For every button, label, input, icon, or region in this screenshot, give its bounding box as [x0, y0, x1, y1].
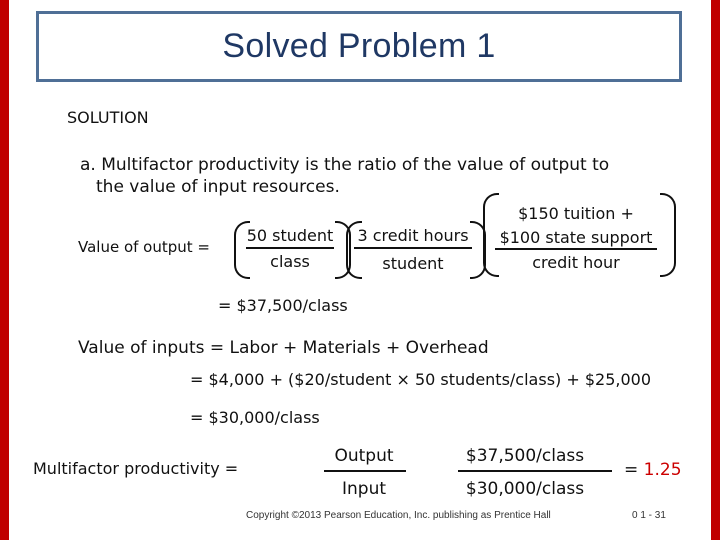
- value-of-inputs-line-3: = $30,000/class: [190, 408, 320, 427]
- values-denominator: $30,000/class: [465, 479, 585, 499]
- right-parenthesis: [660, 193, 676, 277]
- ratio-numerator: Output: [334, 446, 394, 466]
- value-of-inputs-line-1: Value of inputs = Labor + Materials + Overhead: [78, 338, 489, 358]
- frac1-line: [246, 247, 334, 249]
- copyright-footer: Copyright ©2013 Pearson Education, Inc. publishing as Prentice Hall: [246, 510, 551, 521]
- values-numerator: $37,500/class: [465, 446, 585, 466]
- ratio-line: [324, 470, 406, 472]
- title-box: [36, 11, 682, 82]
- frac2-denominator: student: [382, 254, 444, 273]
- right-accent-stripe: [711, 0, 720, 540]
- frac3-denominator: credit hour: [532, 253, 620, 272]
- equals-sign: =: [624, 460, 639, 480]
- frac1-denominator: class: [270, 252, 310, 271]
- frac2-numerator: 3 credit hours: [357, 226, 469, 245]
- value-of-inputs-line-2: = $4,000 + ($20/student × 50 students/class) + $25,000: [190, 370, 652, 389]
- left-accent-stripe: [0, 0, 9, 540]
- result-equals: [624, 460, 682, 480]
- values-line: [458, 470, 612, 472]
- result-value: 1.25: [643, 460, 682, 480]
- page-number: 0 1 - 31: [632, 510, 666, 521]
- frac1-numerator: 50 student: [246, 226, 334, 245]
- part-a-line-1: a. Multifactor productivity is the ratio of the value of output to: [80, 155, 610, 175]
- ratio-denominator: Input: [341, 479, 387, 499]
- solution-label: SOLUTION: [67, 108, 149, 127]
- slide-title: Solved Problem 1: [222, 27, 496, 65]
- frac3-numerator-line-1: $150 tuition +: [518, 204, 634, 223]
- multifactor-label: Multifactor productivity =: [33, 459, 239, 478]
- frac3-line: [495, 248, 657, 250]
- value-of-output-result: = $37,500/class: [218, 296, 348, 315]
- value-of-output-label: Value of output =: [78, 238, 210, 256]
- part-a-line-2: the value of input resources.: [96, 177, 340, 197]
- frac3-numerator-line-2: $100 state support: [499, 228, 653, 247]
- frac2-line: [354, 247, 472, 249]
